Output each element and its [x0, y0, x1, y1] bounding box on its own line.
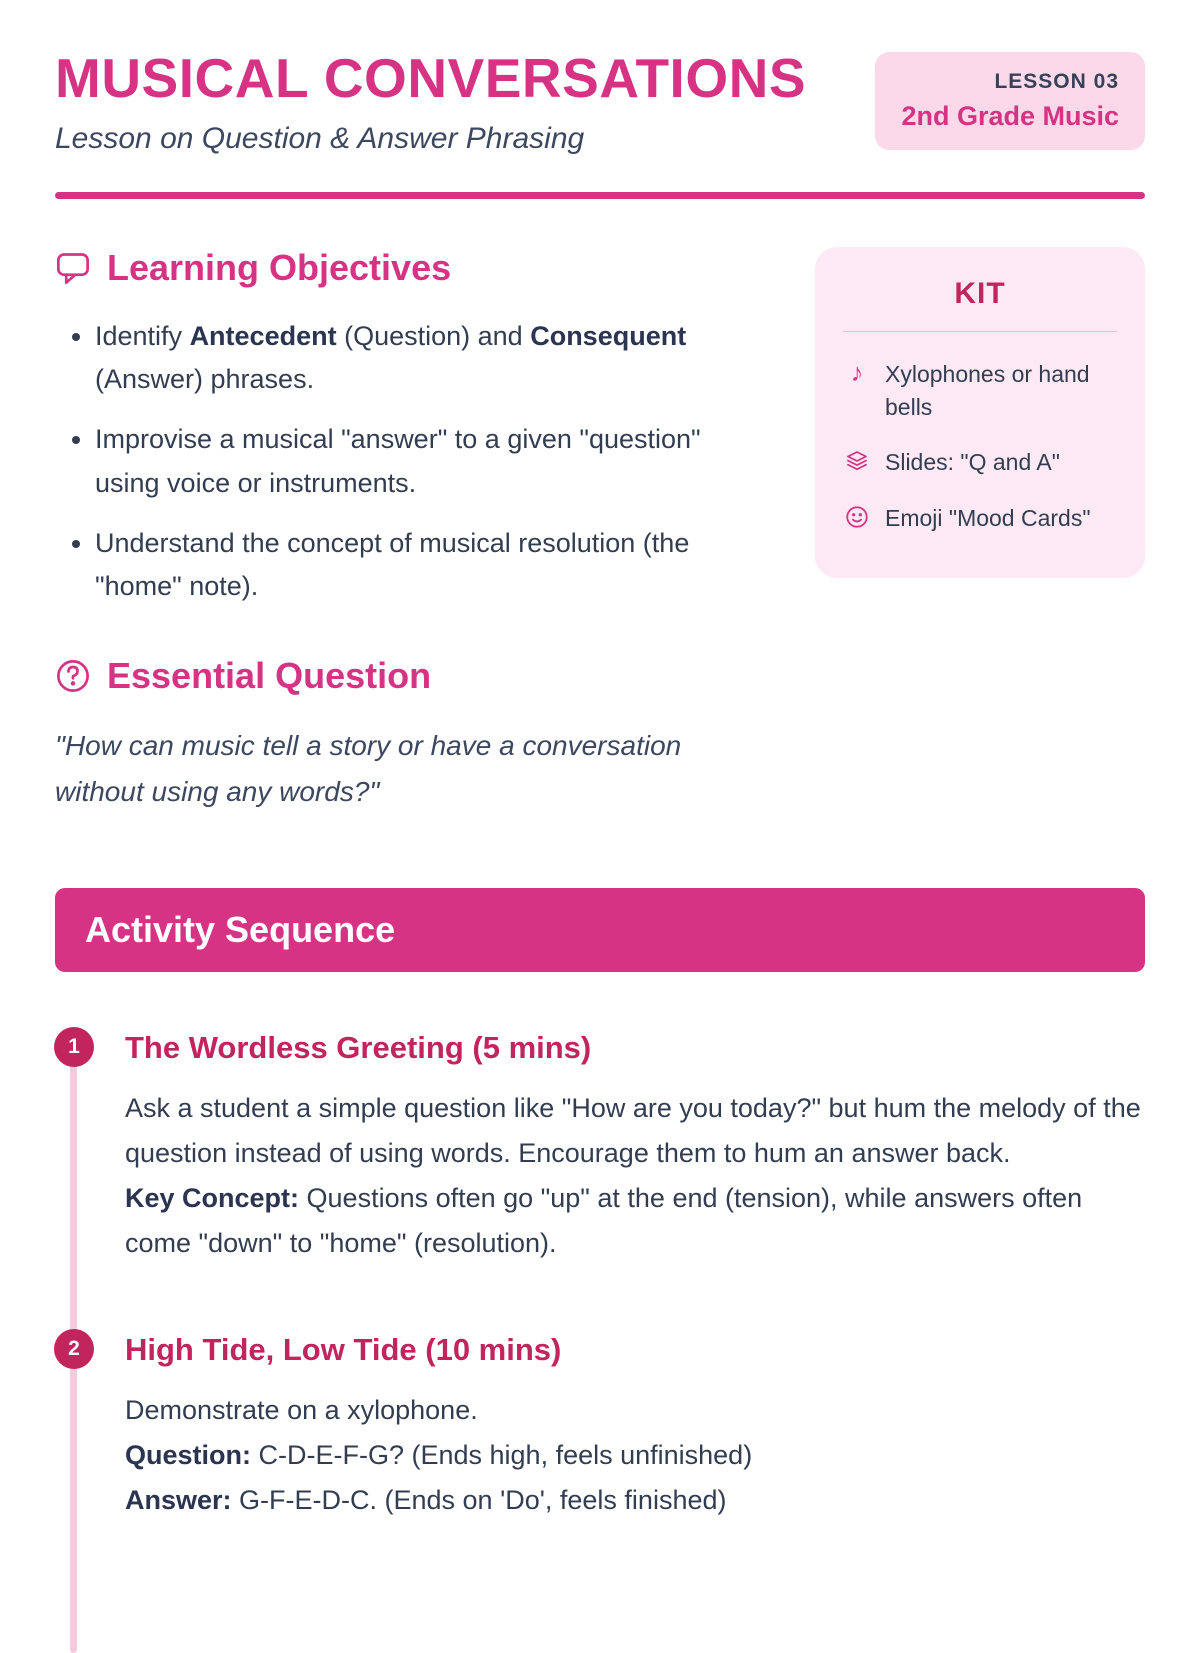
- objectives-list: [55, 315, 770, 609]
- objectives-section: [55, 247, 770, 609]
- kit-item: [843, 358, 1117, 425]
- step-paragraph: Ask a student a simple question like "How are you today?" but hum the melody of the question instead of using words. Encourage them to hum an answer back.: [125, 1092, 1141, 1168]
- header: [55, 47, 1145, 156]
- badge-lesson-number: LESSON 03: [994, 70, 1119, 93]
- kit-item: [843, 446, 1117, 480]
- page-title: MUSICAL CONVERSATIONS: [55, 47, 807, 109]
- kit-heading: KIT: [954, 276, 1006, 310]
- badge-grade: 2nd Grade Music: [901, 101, 1119, 131]
- kit-divider: [843, 331, 1117, 332]
- kit-card: [815, 247, 1145, 579]
- layers-icon: [843, 446, 871, 480]
- step-title: The Wordless Greeting (5 mins): [125, 1029, 592, 1065]
- question-circle-icon: [55, 658, 91, 694]
- essential-question-heading: Essential Question: [107, 655, 432, 697]
- objectives-heading-row: [55, 247, 770, 289]
- activity-sequence-title: Activity Sequence: [85, 908, 396, 950]
- essential-question-heading-row: [55, 655, 770, 697]
- header-text-block: [55, 47, 807, 156]
- step-number-badge: [54, 1027, 94, 1067]
- step-item: [55, 1030, 1145, 1266]
- objectives-heading: Learning Objectives: [107, 246, 452, 288]
- kit-item-label: Emoji "Mood Cards": [885, 505, 1091, 532]
- answer-label: Answer:: [125, 1485, 232, 1515]
- step-number: 2: [68, 1336, 80, 1360]
- step-item: [55, 1332, 1145, 1523]
- left-column: [55, 247, 770, 816]
- step-answer-line: Answer: G-F-E-D-C. (Ends on 'Do', feels finished): [125, 1485, 727, 1515]
- kit-item: [843, 502, 1117, 536]
- step-key-concept: Key Concept: Questions often go "up" at the end (tension), while answers often come "down" to "home" (resolution).: [125, 1182, 1083, 1258]
- activity-timeline: [55, 1030, 1145, 1564]
- lesson-badge: [875, 52, 1145, 150]
- step-number: 1: [68, 1034, 80, 1058]
- main-content: [55, 247, 1145, 816]
- activity-sequence-banner: [55, 888, 1145, 972]
- step-paragraph: Demonstrate on a xylophone.: [125, 1394, 478, 1425]
- step-body: [125, 1086, 1145, 1266]
- kit-item-label: Slides: "Q and A": [885, 449, 1060, 476]
- kit-item-label: Xylophones or hand bells: [885, 360, 1090, 421]
- objective-item: • Understand the concept of musical resolution (the "home" note).: [95, 522, 770, 609]
- page-subtitle: Lesson on Question & Answer Phrasing: [55, 121, 585, 155]
- essential-question-section: [55, 655, 770, 815]
- step-title: High Tide, Low Tide (10 mins): [125, 1331, 562, 1367]
- objective-item: • Improvise a musical "answer" to a given "question" using voice or instruments.: [95, 418, 770, 505]
- speech-bubble-icon: [55, 250, 91, 286]
- step-question-line: Question: C-D-E-F-G? (Ends high, feels unfinished): [125, 1439, 753, 1470]
- essential-question-text: "How can music tell a story or have a conversation without using any words?": [55, 730, 682, 808]
- step-body: [125, 1388, 1145, 1523]
- header-divider: [55, 192, 1145, 199]
- question-label: Question:: [125, 1439, 251, 1470]
- smiley-icon: [843, 502, 871, 536]
- music-note-icon: ♪: [850, 358, 864, 387]
- key-concept-label: Key Concept:: [125, 1182, 300, 1213]
- objective-item: • Identify Antecedent (Question) and Consequent (Answer) phrases.: [95, 315, 770, 402]
- step-number-badge: [54, 1329, 94, 1369]
